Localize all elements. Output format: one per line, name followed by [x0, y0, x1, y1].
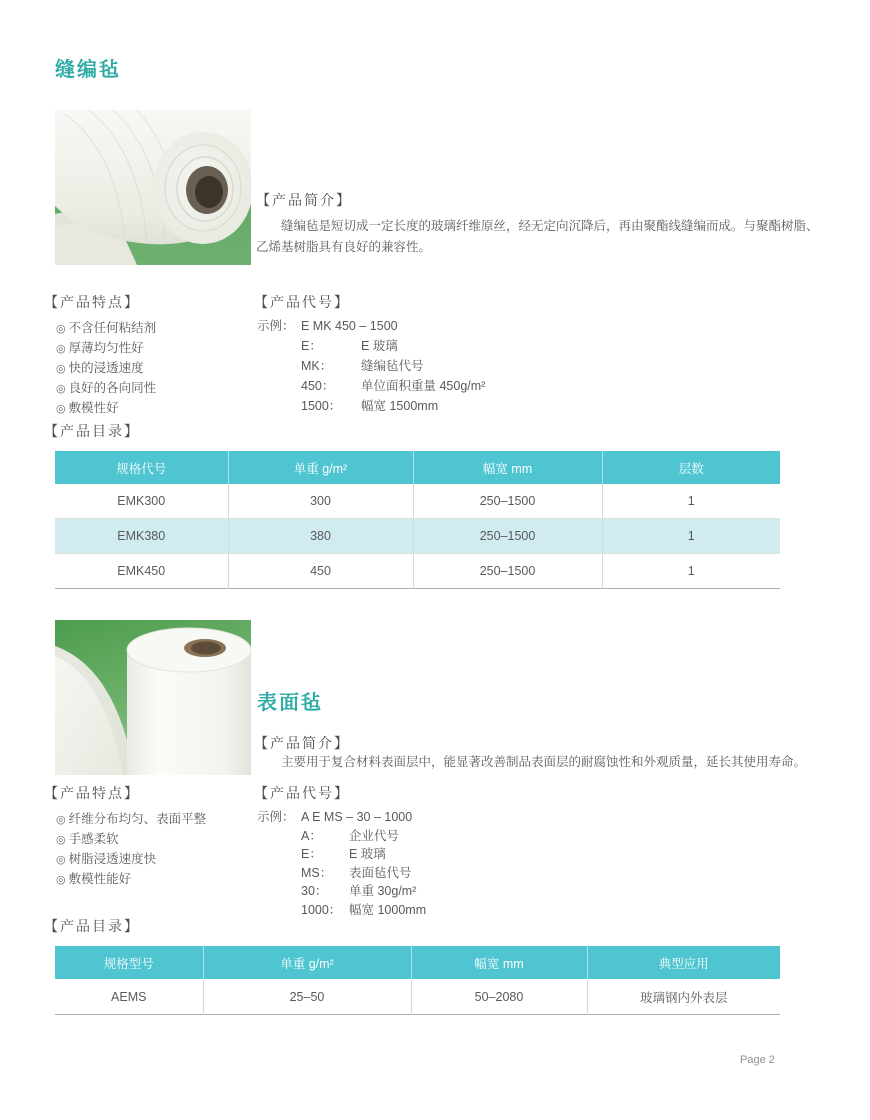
feature-label: 敷模性好 [68, 401, 119, 415]
code-line [257, 376, 485, 396]
table-cell: 1 [602, 554, 780, 589]
table-cell: 250–1500 [413, 554, 602, 589]
section2-feature-list [56, 810, 206, 890]
feature-label: 不含任何粘结剂 [68, 321, 157, 335]
code-line [257, 336, 485, 356]
section2-intro-heading: 【产品简介】 [254, 735, 350, 751]
section2-code-block [257, 808, 426, 919]
code-key: 1000： [301, 902, 342, 917]
table-row [55, 554, 780, 589]
product-photo-surface-mat-roll [55, 620, 251, 775]
circle-bullet-icon: ◎ [56, 814, 66, 826]
section1-intro-heading: 【产品简介】 [256, 192, 352, 208]
example-value: E MK 450 – 1500 [301, 319, 398, 333]
table-cell: 380 [228, 519, 413, 554]
section1-spec-table [55, 451, 780, 589]
feature-item [56, 850, 206, 870]
circle-bullet-icon: ◎ [56, 403, 66, 415]
feature-item [56, 379, 156, 399]
section2-code-heading: 【产品代号】 [254, 785, 350, 801]
table-cell: 玻璃钢内外表层 [587, 979, 780, 1015]
table-header-row [55, 451, 780, 484]
circle-bullet-icon: ◎ [56, 874, 66, 886]
table-cell: 450 [228, 554, 413, 589]
table-cell: EMK450 [55, 554, 228, 589]
section2-features-heading: 【产品特点】 [44, 785, 140, 801]
feature-item [56, 319, 156, 339]
circle-bullet-icon: ◎ [56, 363, 66, 375]
table-cell: 25–50 [203, 979, 411, 1015]
circle-bullet-icon: ◎ [56, 383, 66, 395]
column-header: 单重 g/m² [228, 451, 413, 484]
feature-label: 树脂浸透速度快 [68, 852, 157, 866]
code-value: 表面毡代号 [349, 865, 412, 880]
section1-code-heading: 【产品代号】 [254, 294, 350, 310]
section2-title: 表面毡 [257, 692, 323, 714]
code-key: MS： [301, 865, 333, 880]
example-value: A E MS – 30 – 1000 [301, 810, 413, 824]
feature-item [56, 399, 156, 419]
table-cell: 250–1500 [413, 519, 602, 554]
section1-intro-text: 缝编毡是短切成一定长度的玻璃纤维原丝，经无定向沉降后，再由聚酯线缝编而成。与聚酯树脂、乙烯基树脂具有良好的兼容性。 [256, 219, 819, 254]
table-cell: 300 [228, 484, 413, 519]
example-label: 示例： [257, 319, 295, 333]
code-value: 单重 30g/m² [349, 884, 417, 898]
code-key: MK： [301, 359, 333, 373]
code-value: 幅宽 1000mm [349, 902, 427, 917]
table-cell: 1 [602, 519, 780, 554]
section1-feature-list [56, 319, 156, 419]
product-photo-stitch-bonded-mat-roll [55, 110, 251, 265]
feature-item [56, 339, 156, 359]
code-key: 1500： [301, 399, 342, 413]
code-line [257, 845, 426, 864]
table-cell: 50–2080 [411, 979, 587, 1015]
feature-item [56, 359, 156, 379]
column-header: 幅宽 mm [411, 946, 587, 979]
stitch-mat-roll-illustration [55, 110, 251, 265]
code-key: 450： [301, 379, 335, 393]
table-cell: AEMS [55, 979, 203, 1015]
code-value: 缝编毡代号 [361, 359, 424, 373]
code-key: E： [301, 339, 322, 353]
feature-item [56, 870, 206, 890]
code-value: 单位面积重量 450g/m² [361, 379, 486, 393]
table-cell: EMK380 [55, 519, 228, 554]
section1-code-block [257, 316, 485, 416]
code-value: 企业代号 [349, 828, 400, 843]
feature-item [56, 810, 206, 830]
surface-mat-roll-illustration [55, 620, 251, 775]
section1-catalog-heading: 【产品目录】 [44, 423, 140, 439]
feature-label: 手感柔软 [68, 832, 119, 846]
table-cell: 1 [602, 484, 780, 519]
example-label: 示例： [257, 810, 295, 824]
code-line [257, 882, 426, 901]
feature-label: 敷模性能好 [68, 872, 132, 886]
code-value: E 玻璃 [361, 339, 398, 353]
table-row [55, 979, 780, 1015]
section1-features-heading: 【产品特点】 [44, 294, 140, 310]
code-line [257, 827, 426, 846]
feature-label: 纤维分布均匀、表面平整 [68, 812, 207, 826]
column-header: 典型应用 [587, 946, 780, 979]
section1-title: 缝编毡 [55, 59, 121, 81]
table-cell: 250–1500 [413, 484, 602, 519]
circle-bullet-icon: ◎ [56, 323, 66, 335]
code-line [257, 396, 485, 416]
code-value: 幅宽 1500mm [361, 399, 439, 413]
code-key: 30： [301, 884, 328, 898]
feature-label: 厚薄均匀性好 [68, 341, 144, 355]
section2-catalog-heading: 【产品目录】 [44, 918, 140, 934]
column-header: 幅宽 mm [413, 451, 602, 484]
circle-bullet-icon: ◎ [56, 854, 66, 866]
feature-label: 快的浸透速度 [68, 361, 144, 375]
code-value: E 玻璃 [349, 847, 386, 861]
code-key: E： [301, 847, 322, 861]
table-header-row [55, 946, 780, 979]
table-row [55, 519, 780, 554]
page-number: Page 2 [740, 1054, 775, 1066]
section2-spec-table [55, 946, 780, 1015]
section2-intro-text: 主要用于复合材料表面层中，能显著改善制品表面层的耐腐蚀性和外观质量，延长其使用寿命。 [281, 755, 807, 769]
feature-label: 良好的各向同性 [68, 381, 157, 395]
code-key: A： [301, 828, 322, 843]
code-line [257, 901, 426, 920]
column-header: 规格代号 [55, 451, 228, 484]
code-line [257, 864, 426, 883]
table-row [55, 484, 780, 519]
feature-item [56, 830, 206, 850]
code-example-line [257, 808, 426, 827]
code-example-line [257, 316, 485, 336]
table-cell: EMK300 [55, 484, 228, 519]
column-header: 单重 g/m² [203, 946, 411, 979]
circle-bullet-icon: ◎ [56, 343, 66, 355]
circle-bullet-icon: ◎ [56, 834, 66, 846]
column-header: 规格型号 [55, 946, 203, 979]
code-line [257, 356, 485, 376]
column-header: 层数 [602, 451, 780, 484]
